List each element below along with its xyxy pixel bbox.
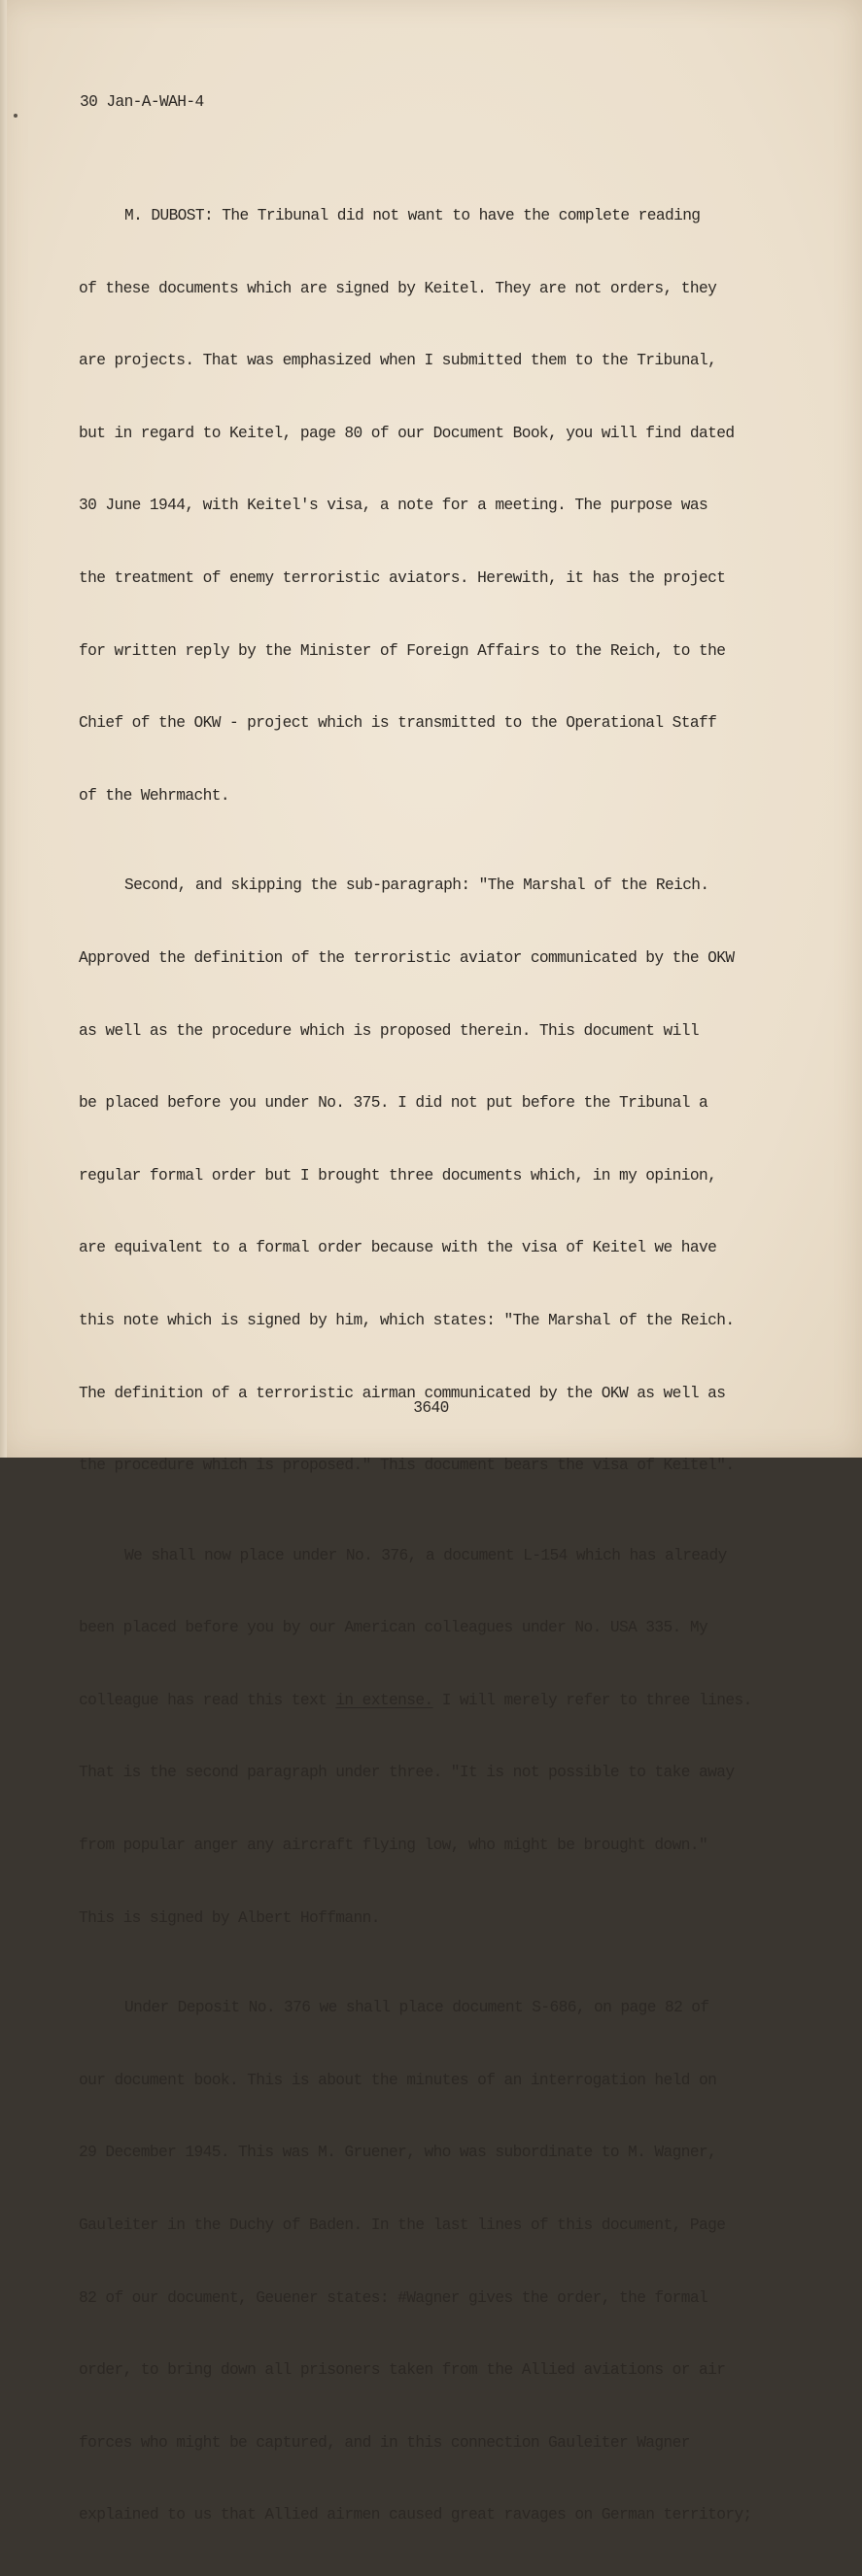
text-line: We shall now place under No. 376, a document L-154 which has already <box>124 1546 727 1564</box>
text-line: forces who might be captured, and in this connection Gauleiter Wagner <box>79 2433 690 2452</box>
text-line: Second, and skipping the sub-paragraph: "The Marshal of the Reich. <box>124 876 709 895</box>
text-line: order, to bring down all prisoners taken from the Allied aviations or air <box>79 2361 726 2380</box>
text-line: 29 December 1945. This was M. Gruener, who was subordinate to M. Wagner, <box>79 2144 717 2162</box>
text-line: M. DUBOST: The Tribunal did not want to have the complete reading <box>124 207 701 224</box>
text-line: regular formal order but I brought three documents which, in my opinion, <box>79 1166 717 1185</box>
text-line: be placed before you under No. 375. I did not put before the Tribunal a <box>79 1094 708 1113</box>
document-header: 30 Jan-A-WAH-4 <box>80 93 204 111</box>
page-edge <box>0 0 7 1458</box>
text-line: from popular anger any aircraft flying low, who might be brought down." <box>79 1837 708 1855</box>
text-line: been placed before you by our American colleagues under No. USA 335. My <box>79 1619 708 1637</box>
text-line: 30 June 1944, with Keitel's visa, a note for a meeting. The purpose was <box>79 497 708 515</box>
text-line: 82 of our document, Geuener states: #Wagner gives the order, the formal <box>79 2288 708 2307</box>
underlined-phrase: in extense. <box>335 1691 433 1709</box>
text-line: our document book. This is about the minutes of an interrogation held on <box>79 2071 717 2089</box>
text-line: but in regard to Keitel, page 80 of our Document Book, you will find dated <box>79 424 735 442</box>
text-line: this note which is signed by him, which states: "The Marshal of the Reich. <box>79 1311 735 1329</box>
text-line: as well as the procedure which is proposed therein. This document will <box>79 1021 699 1040</box>
text-segment: colleague has read this text <box>79 1691 336 1709</box>
binder-mark <box>14 114 17 118</box>
text-line: of the Wehrmacht. <box>79 786 229 805</box>
text-line: explained to us that Allied airmen caused great ravages on German territory; <box>79 2506 752 2524</box>
text-line: Under Deposit No. 376 we shall place document S-686, on page 82 of <box>124 1999 709 2017</box>
text-line: Gauleiter in the Duchy of Baden. In the last lines of this document, Page <box>79 2216 726 2235</box>
page-number: 3640 <box>413 1399 449 1417</box>
text-line: are equivalent to a formal order because with the visa of Keitel we have <box>79 1239 717 1257</box>
text-line: That is the second paragraph under three. "It is not possible to take away <box>79 1764 735 1782</box>
text-line: the treatment of enemy terroristic aviators. Herewith, it has the project <box>79 568 726 587</box>
text-line: the procedure which is proposed." This document bears the visa of Keitel". <box>79 1457 735 1475</box>
text-line: Approved the definition of the terroristic aviator communicated by the OKW <box>79 948 735 967</box>
text-line <box>79 1689 817 1727</box>
text-line: for written reply by the Minister of Foreign Affairs to the Reich, to the <box>79 641 726 660</box>
text-line: Chief of the OKW - project which is transmitted to the Operational Staff <box>79 714 717 733</box>
text-segment: I will merely refer to three lines. <box>432 1691 752 1709</box>
transcript-body <box>79 169 817 2576</box>
text-line: of these documents which are signed by Keitel. They are not orders, they <box>79 279 717 297</box>
text-line: This is signed by Albert Hoffmann. <box>79 1908 380 1927</box>
text-line: are projects. That was emphasized when I submitted them to the Tribunal, <box>79 352 717 370</box>
text-line: The definition of a terroristic airman communicated by the OKW as well as <box>79 1384 726 1402</box>
